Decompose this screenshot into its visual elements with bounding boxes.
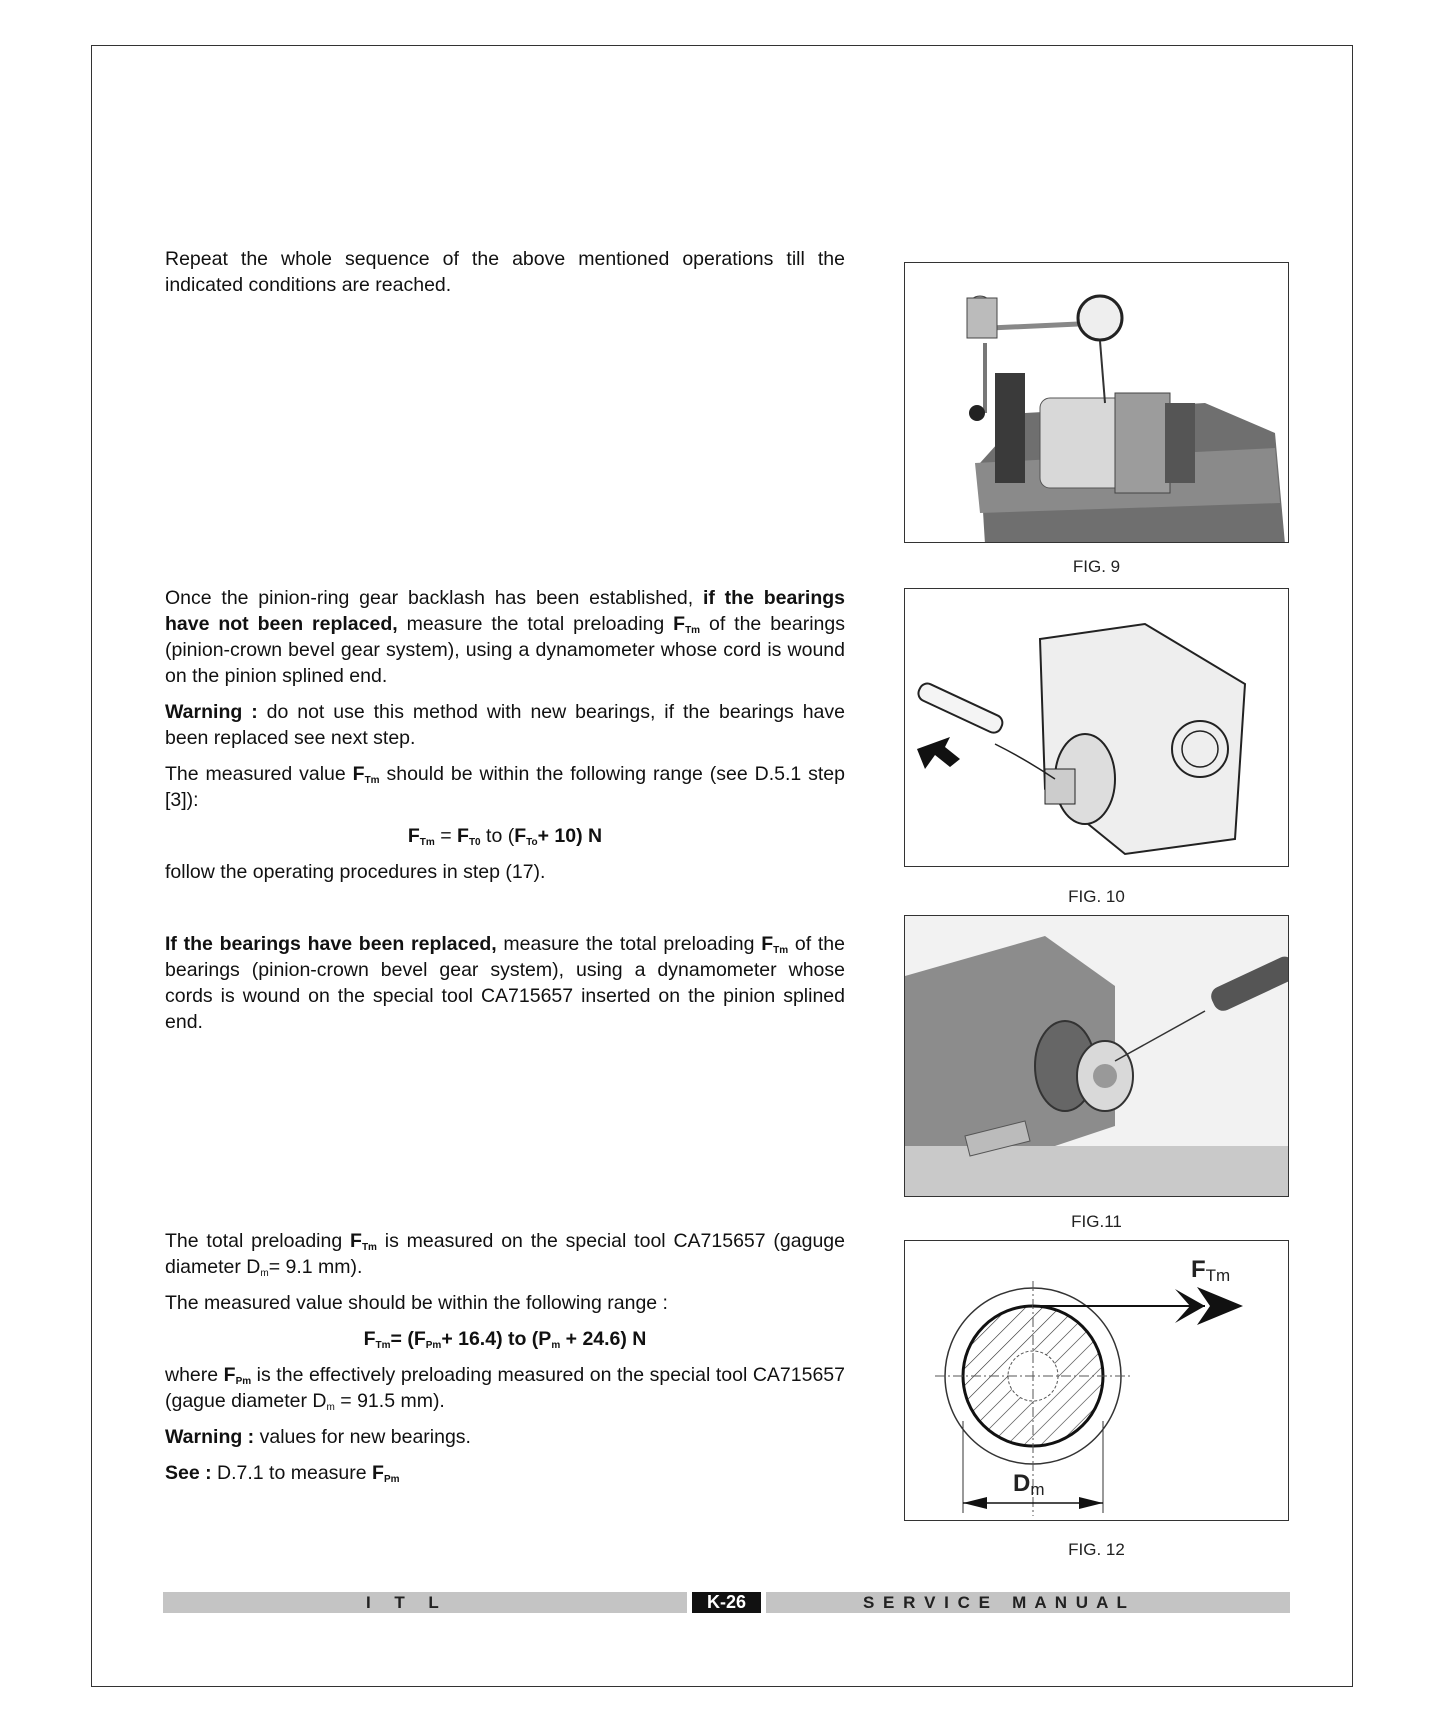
repeat-paragraph: Repeat the whole sequence of the above mentioned operations till the indicated conditions are reached. [165,248,845,296]
diameter-label: Dm [1013,1470,1045,1499]
see-reference: See : D.7.1 to measure $F_{Pm}$ [165,1462,400,1485]
total-preload-paragraph: The total preloading $F_{Tm}$ is measured on the special tool CA715657 (gaguge diameter $D_m= 9.1$ mm). [165,1230,845,1279]
procedure-paragraph: follow the operating procedures in step (17). [165,861,546,883]
warning-paragraph: Warning : do not use this method with new bearings, if the bearings have been replaced see next step. [165,701,845,749]
fig9-image [904,262,1289,543]
fig10-caption: FIG. 10 [1068,887,1125,906]
dial-indicator-photo [905,263,1289,543]
backlash-section [165,585,845,895]
intro-text [165,246,845,308]
formula-1: $F_{Tm} = F_{T0}$ to $(F_{To}+ 10)$ N [407,825,603,848]
preload-section [165,1228,845,1496]
where-paragraph: where $F_{Pm}$ is the effectively preloading measured on the special tool CA715657 (gague diameter $D_m = 91.5$ mm). [165,1364,845,1413]
footer-title: S E R V I C E M A N U A L [863,1593,1129,1612]
fig10-image [904,588,1289,867]
special-tool-photo [905,916,1289,1197]
backlash-paragraph: Once the pinion-ring gear backlash has been established, if the bearings have not been replaced, measure the total preloading $F_{Tm}$ of the bearings (pinion-crown bevel gear system), using a dynamometer whose cord is wound on the pinion splined end. [165,587,845,687]
fig11-caption: FIG.11 [1071,1212,1122,1231]
fig9-caption: FIG. 9 [1072,557,1121,576]
fig11-image [904,915,1289,1197]
fig12-image [904,1240,1289,1521]
page-number: K-26 [692,1592,761,1613]
range-paragraph: The measured value $F_{Tm}$ should be within the following range (see D.5.1 step [3]): [165,763,845,811]
footer-brand: I T L [366,1593,439,1612]
fig12-caption: FIG. 12 [1068,1540,1125,1559]
replaced-paragraph: If the bearings have been replaced, measure the total preloading $F_{Tm}$ of the bearings (pinion-crown bevel gear system), using a dynamometer whose cords is wound on the special tool CA715657 inserted on the pinion splined end. [165,933,845,1033]
formula-2: $F_{Tm}= (F_{Pm}+ 16.4)$ to $(P_m + 24.6)$ N [363,1328,647,1351]
page-footer [163,1592,1290,1613]
dynamometer-pinion-diagram [905,589,1289,867]
range-intro-paragraph: The measured value should be within the following range : [165,1292,668,1314]
preload-diagram [905,1241,1289,1521]
warning-new-bearings: Warning : values for new bearings. [165,1426,471,1448]
replaced-section [165,931,845,1045]
force-label: FTm [1191,1256,1231,1285]
